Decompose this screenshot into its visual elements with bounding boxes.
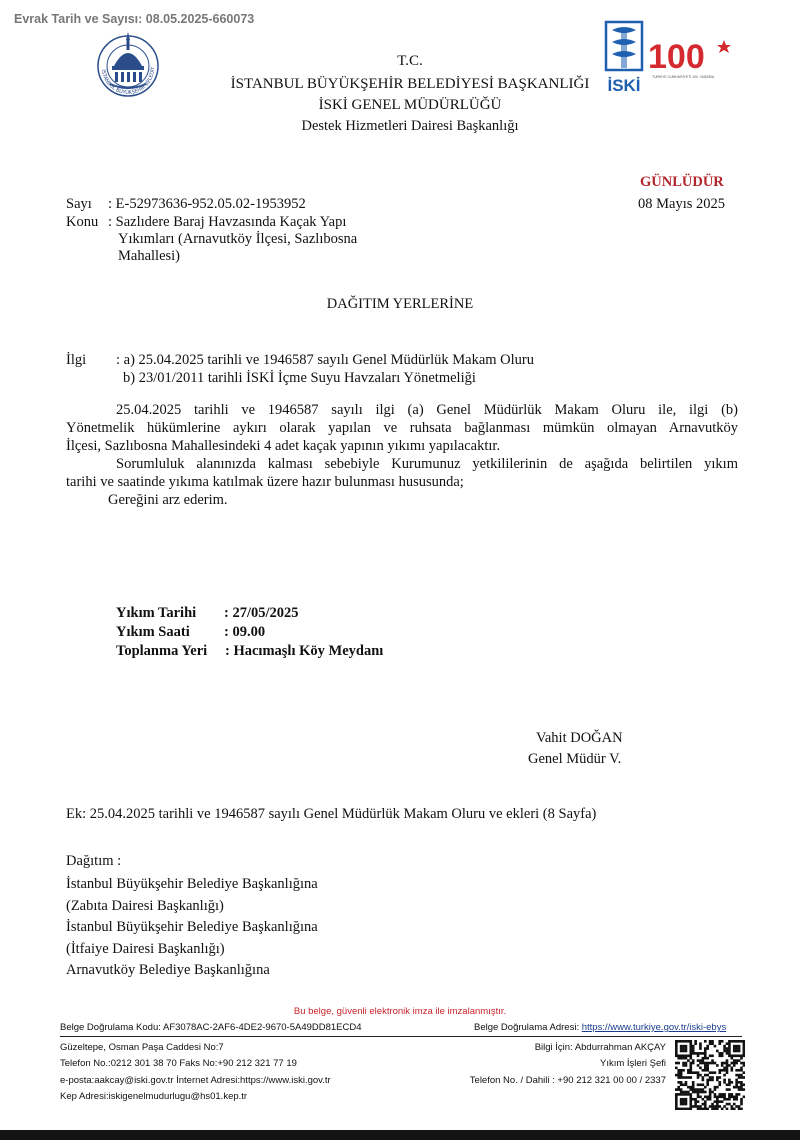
footer-phone: Telefon No.:0212 301 38 70 Faks No:+90 212 321 77 19 [60, 1058, 297, 1069]
body-paragraph-1-line-2: Yönetmelik hükümlerine aykırı olarak yapılan ve ruhsata bağlanması mümkün olmayan Arnavutköy [66, 420, 738, 436]
ilgi-item-a: : a) 25.04.2025 tarihli ve 1946587 sayılı Genel Müdürlük Makam Oluru [116, 352, 535, 368]
detail-demolition-time-label: Yıkım Saati [116, 624, 190, 640]
detail-meeting-place-value: : Hacımaşlı Köy Meydanı [225, 643, 384, 659]
distribution-item: İstanbul Büyükşehir Belediye Başkanlığına [66, 876, 318, 892]
ilgi-item-b: b) 23/01/2011 tarihli İSKİ İçme Suyu Havzaları Yönetmeliği [123, 370, 476, 386]
header-municipality: İSTANBUL BÜYÜKŞEHİR BELEDİYESİ BAŞKANLIĞI [230, 76, 590, 92]
ilgi-label: İlgi [66, 352, 87, 368]
detail-demolition-date-label: Yıkım Tarihi [116, 605, 197, 621]
centennial-number: 100 [648, 38, 705, 76]
footer-kep: Kep Adresi:iskigenelmudurlugu@hs01.kep.tr [60, 1091, 248, 1102]
detail-meeting-place-label: Toplanma Yeri [116, 643, 208, 659]
verification-address-label: Belge Doğrulama Adresi: [474, 1022, 582, 1033]
ibb-logo-ring-text: İSTANBUL BÜYÜKŞEHİR BELEDİY [100, 66, 157, 97]
centennial-subtitle: TÜRKİYE CUMHURİYETİ 100. YAŞINDA [652, 75, 715, 79]
signatory-title: Genel Müdür V. [528, 751, 622, 767]
signatory-name: Vahit DOĞAN [536, 730, 623, 746]
konu-line-2: Yıkımları (Arnavutköy İlçesi, Sazlıbosna [118, 231, 358, 247]
contact-phone: Telefon No. / Dahili : +90 212 321 00 00 / 2337 [469, 1075, 666, 1086]
document-date: 08 Mayıs 2025 [638, 196, 725, 212]
contact-title: Yıkım İşleri Şefi [600, 1058, 666, 1069]
distribution-item: (Zabıta Dairesi Başkanlığı) [66, 898, 224, 914]
body-paragraph-2-line-2: tarihi ve saatinde yıkıma katılmak üzere hazır bulunması hususunda; [66, 474, 464, 490]
sayi-value: : E-52973636-952.05.02-1953952 [108, 196, 306, 212]
body-paragraph-1-line-3: İlçesi, Sazlıbosna Mahallesindeki 4 adet kaçak yapının yıkımı yapılacaktır. [66, 438, 501, 454]
contact-person: Bilgi İçin: Abdurrahman AKÇAY [534, 1042, 666, 1053]
sayi-label: Sayı [66, 196, 92, 212]
attachment-line: Ek: 25.04.2025 tarihli ve 1946587 sayılı Genel Müdürlük Makam Oluru ve ekleri (8 Sayfa) [66, 806, 597, 822]
footer-address: Güzeltepe, Osman Paşa Caddesi No:7 [60, 1042, 224, 1053]
verification-address [474, 1022, 726, 1033]
header-tc: T.C. [397, 53, 423, 69]
verification-code: Belge Doğrulama Kodu: AF3078AC-2AF6-4DE2-9670-5A49DD81ECD4 [60, 1022, 362, 1033]
recipient-heading: DAĞITIM YERLERİNE [326, 296, 474, 312]
footer-email-web: e-posta:aakcay@iski.gov.tr İnternet Adresi:https://www.iski.gov.tr [60, 1075, 331, 1086]
konu-line-3: Mahallesi) [118, 248, 181, 264]
esign-note: Bu belge, güvenli elektronik imza ile imzalanmıştır. [293, 1006, 507, 1017]
detail-demolition-time-value: : 09.00 [224, 624, 266, 640]
header-department: Destek Hizmetleri Dairesi Başkanlığı [301, 118, 519, 134]
qr-code[interactable] [675, 1040, 745, 1110]
footer-divider [60, 1036, 742, 1037]
document-reference: Evrak Tarih ve Sayısı: 08.05.2025-660073 [14, 12, 255, 26]
distribution-title: Dağıtım : [66, 853, 122, 869]
distribution-item: (İtfaiye Dairesi Başkanlığı) [66, 941, 225, 957]
body-paragraph-2-line-1: Sorumluluk alanınızda kalması sebebiyle Kurumunuz yetkililerinin de aşağıda belirtilen yıkım [116, 456, 738, 472]
detail-demolition-date-value: : 27/05/2025 [224, 605, 299, 621]
distribution-item: İstanbul Büyükşehir Belediye Başkanlığına [66, 919, 318, 935]
iski-wordmark: İSKİ [607, 76, 641, 94]
distribution-item: Arnavutköy Belediye Başkanlığına [66, 962, 270, 978]
verification-link[interactable]: https://www.turkiye.gov.tr/iski-ebys [581, 1022, 727, 1033]
scan-edge-bar [0, 1130, 800, 1140]
closing-phrase: Gereğini arz ederim. [108, 492, 228, 508]
body-paragraph-1-line-1: 25.04.2025 tarihli ve 1946587 sayılı ilgi (a) Genel Müdürlük Makam Oluru ile, ilgi (b) [116, 402, 738, 418]
header-directorate: İSKİ GENEL MÜDÜRLÜĞÜ [318, 97, 502, 113]
urgency-label: GÜNLÜDÜR [640, 174, 724, 190]
konu-label: Konu [66, 214, 99, 230]
konu-line-1: : Sazlıdere Baraj Havzasında Kaçak Yapı [108, 214, 347, 230]
